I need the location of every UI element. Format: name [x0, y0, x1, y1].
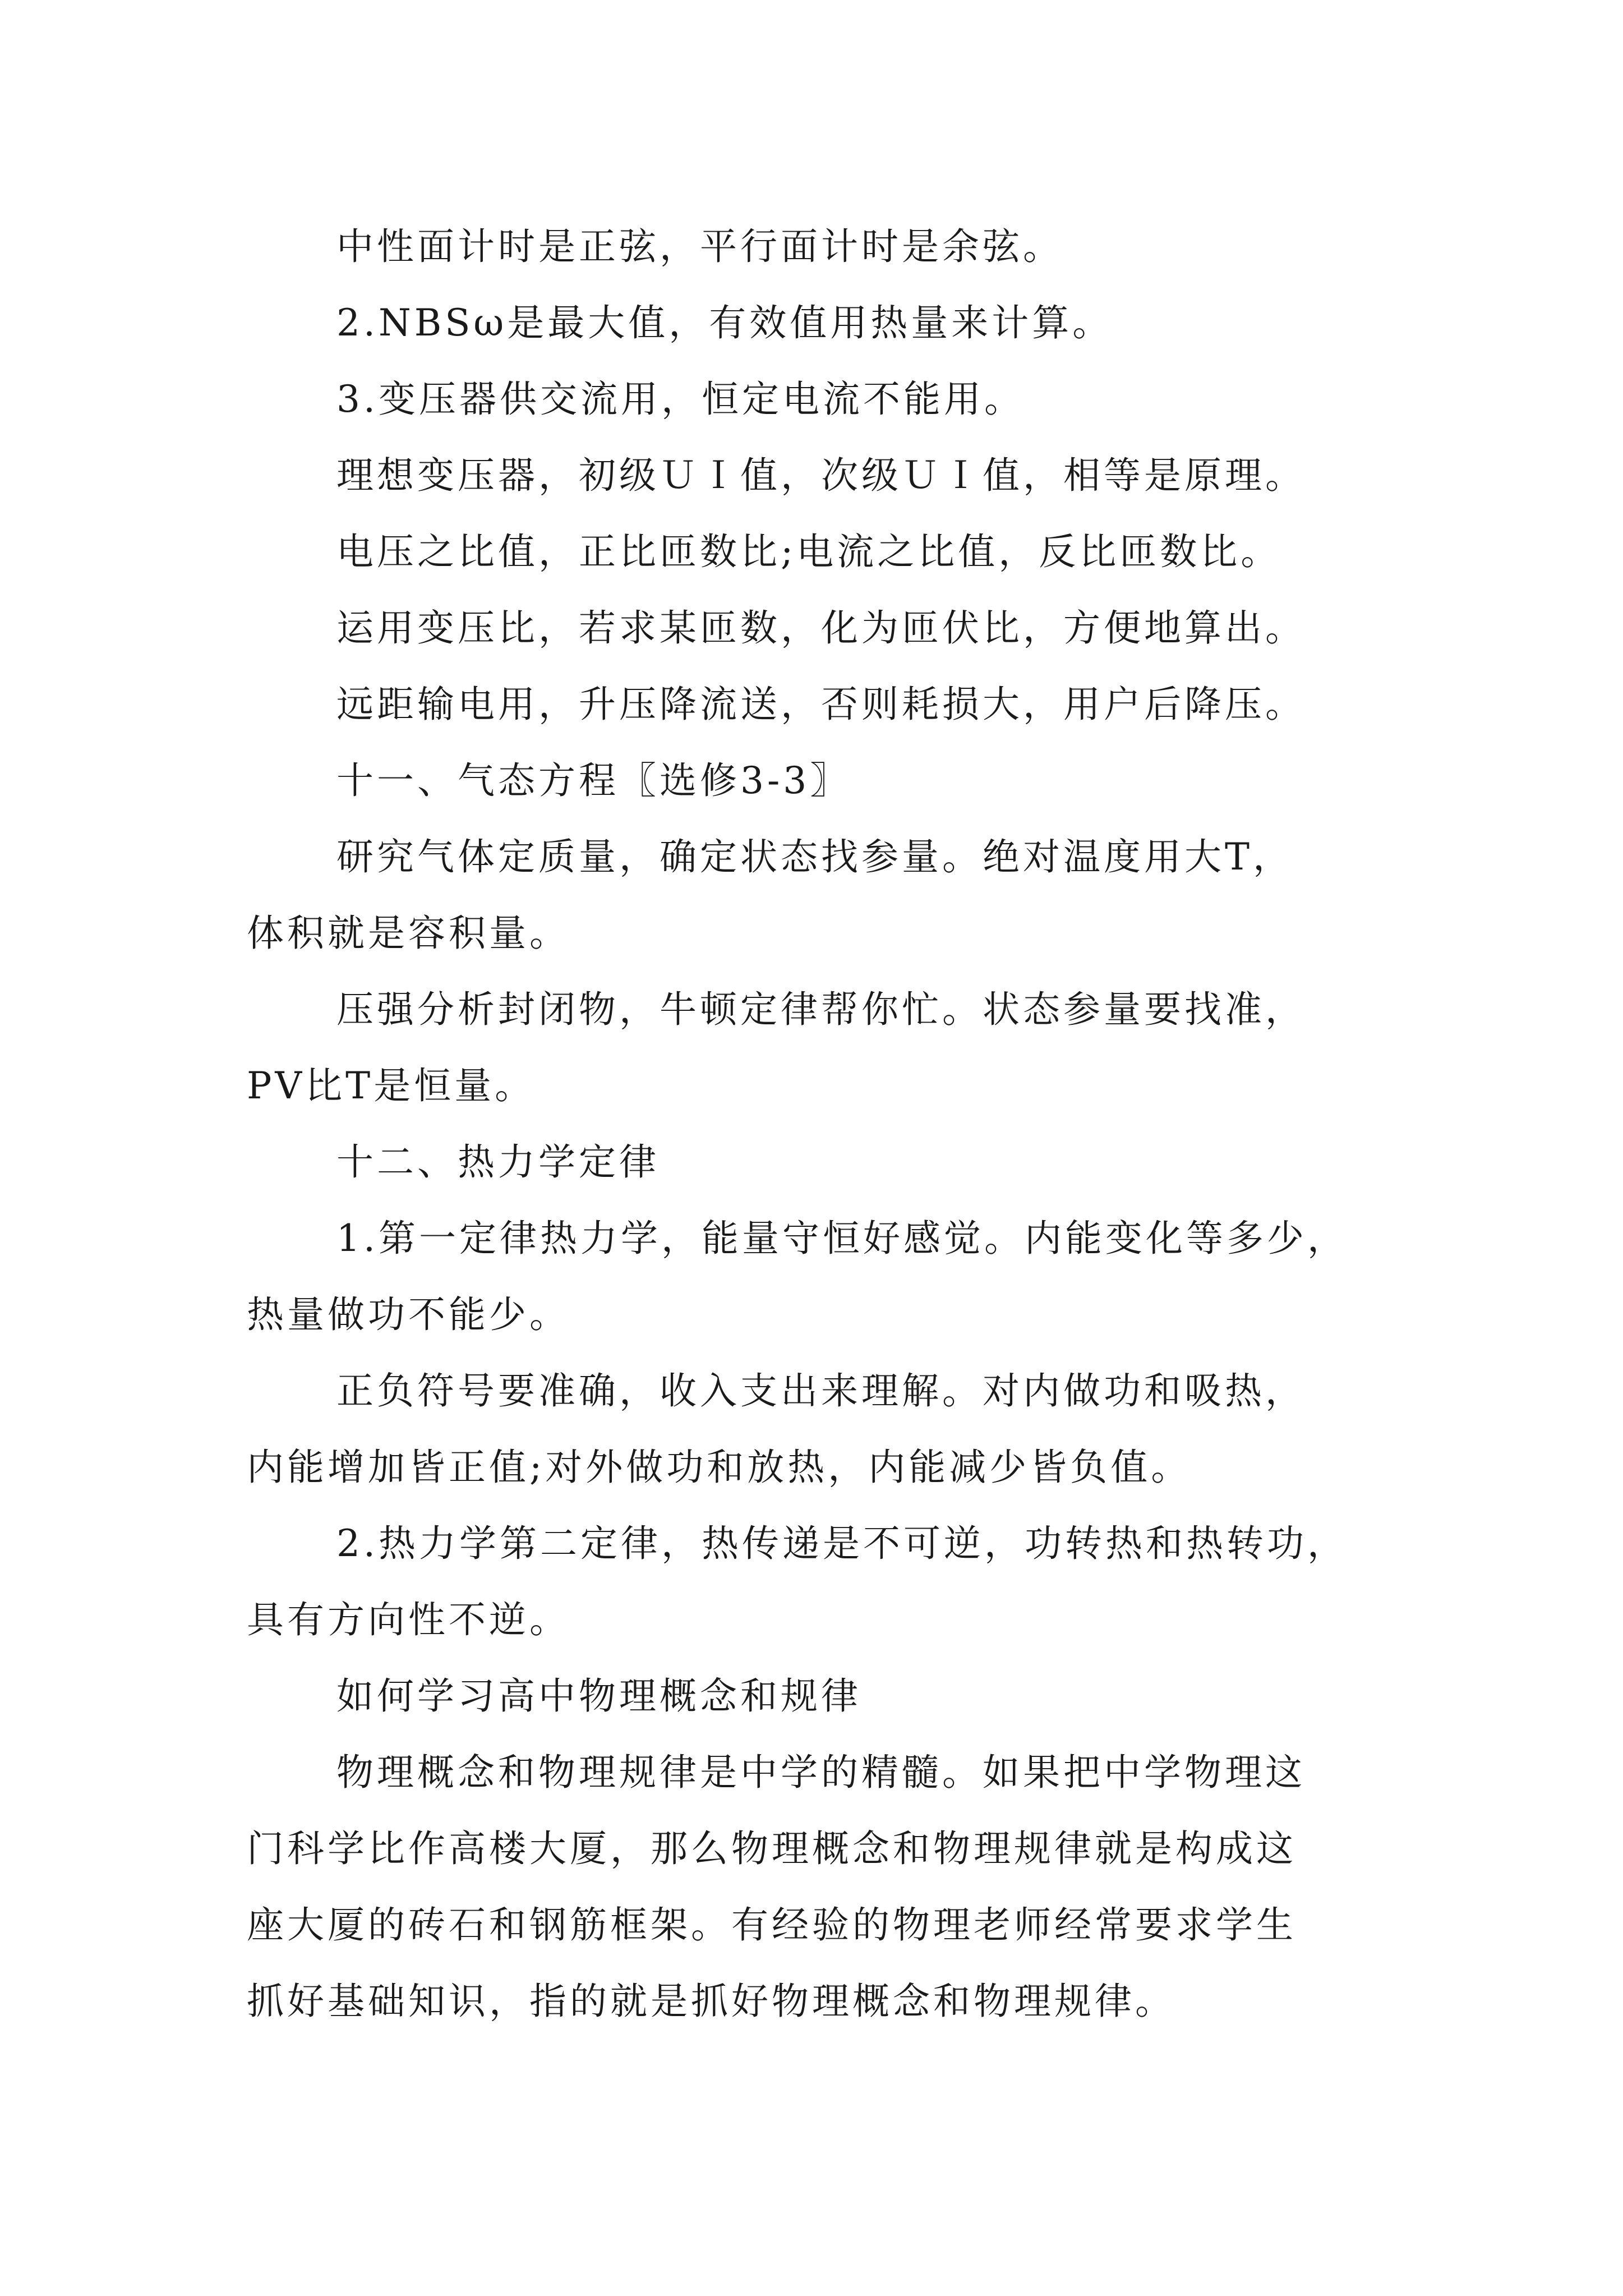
text-line: 正负符号要准确，收入支出来理解。对内做功和吸热，	[336, 1369, 1306, 1412]
text-line: 体积就是容积量。	[247, 912, 570, 955]
text-line: 运用变压比，若求某匝数，化为匝伏比，方便地算出。	[336, 606, 1306, 650]
text-line: 热量做功不能少。	[247, 1293, 570, 1336]
text-line: 座大厦的砖石和钢筋框架。有经验的物理老师经常要求学生	[247, 1903, 1297, 1947]
text-line: 2.NBSω是最大值，有效值用热量来计算。	[336, 301, 1113, 344]
text-line: PV比T是恒量。	[247, 1064, 536, 1107]
text-line: 物理概念和物理规律是中学的精髓。如果把中学物理这	[336, 1751, 1306, 1794]
text-line: 2.热力学第二定律，热传递是不可逆，功转热和热转功，	[336, 1522, 1348, 1565]
text-line: 远距输电用，升压降流送，否则耗损大，用户后降压。	[336, 683, 1306, 726]
text-line: 内能增加皆正值;对外做功和放热，内能减少皆负值。	[247, 1446, 1192, 1489]
text-line: 门科学比作高楼大厦，那么物理概念和物理规律就是构成这	[247, 1827, 1297, 1870]
text-line: 1.第一定律热力学，能量守恒好感觉。内能变化等多少，	[336, 1217, 1348, 1260]
section-heading: 十二、热力学定律	[336, 1140, 660, 1184]
section-heading: 十一、气态方程〖选修3-3〗	[336, 759, 851, 802]
document-body	[247, 209, 1385, 2040]
text-line: 中性面计时是正弦，平行面计时是余弦。	[336, 225, 1063, 268]
text-line: 3.变压器供交流用，恒定电流不能用。	[336, 378, 1025, 421]
section-heading: 如何学习高中物理概念和规律	[336, 1674, 861, 1718]
text-line: 具有方向性不逆。	[247, 1598, 570, 1641]
text-line: 研究气体定质量，确定状态找参量。绝对温度用大T，	[336, 835, 1294, 878]
text-line: 电压之比值，正比匝数比;电流之比值，反比匝数比。	[336, 530, 1281, 573]
text-line: 抓好基础知识，指的就是抓好物理概念和物理规律。	[247, 1980, 1175, 2023]
text-line: 压强分析封闭物，牛顿定律帮你忙。状态参量要找准，	[336, 988, 1306, 1031]
text-line: 理想变压器，初级ＵＩ值，次级ＵＩ值，相等是原理。	[336, 454, 1306, 497]
